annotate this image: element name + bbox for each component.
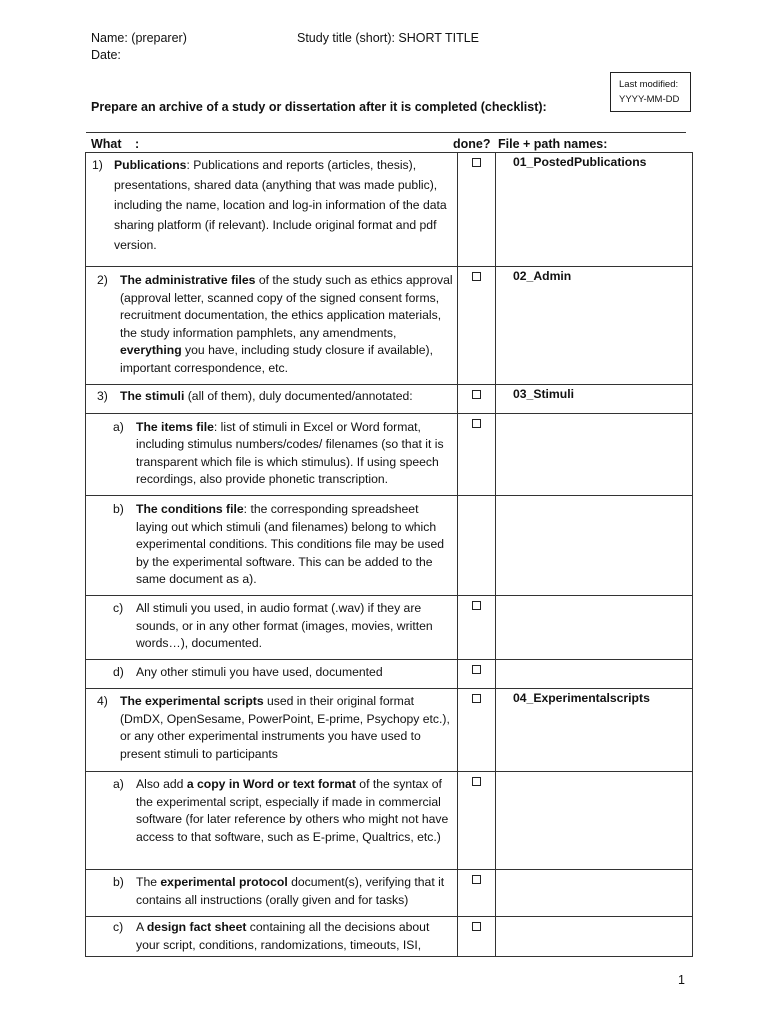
item-title: The experimental scripts [120, 693, 264, 708]
file-path-name: 02_Admin [513, 269, 572, 283]
checklist-table [85, 152, 693, 957]
done-checkbox[interactable] [472, 158, 481, 167]
column-done: done? [453, 137, 491, 151]
item-text: of the syntax of the experimental script, especially if made in commercial software (for later reference by others who might not have access to that software, such as E-prime, Qualtrics, etc.) [136, 776, 449, 844]
item-text-lead: A [136, 919, 147, 934]
table-row [86, 595, 693, 659]
table-row [86, 688, 693, 771]
item-text: used in their original format (DmDX, OpenSesame, PowerPoint, E-prime, Psychopy etc.), or any other experimental instruments you have used to present stimuli to participants [120, 693, 450, 761]
item-number: c) [113, 919, 124, 934]
done-checkbox[interactable] [472, 777, 481, 786]
item-text: : Publications and reports (articles, thesis), presentations, shared data (anything that was made public), including the name, location and log-in information of the data sharing platform (if relevant). Include original format and pdf version. [114, 158, 447, 252]
item-number: c) [113, 600, 124, 615]
item-text: All stimuli you used, in audio format (.wav) if they are sounds, or in any other format (images, movies, written words…), documented. [136, 600, 433, 651]
done-checkbox[interactable] [472, 272, 481, 281]
done-checkbox[interactable] [472, 694, 481, 703]
list-item [86, 660, 457, 688]
checklist-heading: Prepare an archive of a study or dissertation after it is completed (checklist): [91, 100, 547, 114]
item-text: of the study such as ethics approval (approval letter, scanned copy of the signed consent forms, recruitment documentation, the ethics application materials, the study information pamphlets, any amendments, [120, 273, 453, 340]
last-modified-box [610, 72, 691, 112]
item-number: a) [113, 776, 124, 791]
item-text-continued: you have, including study closure if available), important correspondence, etc. [120, 343, 433, 375]
table-row [86, 413, 693, 495]
file-path-name: 04_Experimentalscripts [513, 690, 650, 705]
item-number: 3) [97, 388, 108, 403]
item-text-lead: The [136, 874, 161, 889]
item-title: design fact sheet [146, 919, 247, 934]
list-item [86, 414, 457, 495]
item-number: b) [113, 501, 124, 516]
header-rule [86, 132, 686, 133]
file-path-name: 03_Stimuli [513, 386, 574, 401]
done-checkbox[interactable] [472, 922, 481, 931]
item-text: containing all the decisions about your script, conditions, randomizations, timeouts, ISI, [136, 919, 430, 952]
column-file-paths: File + path names: [498, 137, 608, 151]
item-title: The items file [136, 419, 214, 434]
item-title: The conditions file [136, 501, 244, 516]
item-number: a) [113, 419, 124, 434]
table-row [86, 267, 693, 385]
preparer-name: Name: (preparer) [91, 31, 187, 45]
done-checkbox[interactable] [472, 419, 481, 428]
item-number: 4) [97, 693, 108, 708]
item-text-lead: Also add [136, 776, 187, 791]
item-title: The administrative files [120, 273, 256, 287]
last-modified-label: Last modified: [619, 79, 679, 90]
last-modified-value: YYYY-MM-DD [619, 94, 680, 105]
item-emphasis: everything [120, 343, 182, 358]
item-text: document(s), verifying that it contains all instructions (orally given and for tasks) [136, 874, 445, 907]
list-item [86, 870, 457, 915]
table-row [86, 771, 693, 869]
item-text: (all of them), duly documented/annotated: [184, 388, 413, 403]
item-number: 1) [92, 158, 103, 172]
item-number: 2) [97, 273, 108, 287]
done-checkbox[interactable] [472, 390, 481, 399]
item-text: Any other stimuli you have used, documented [136, 664, 383, 679]
table-row [86, 916, 693, 956]
table-row [86, 869, 693, 916]
table-row [86, 153, 693, 267]
item-text: : the corresponding spreadsheet laying out which stimuli (and filenames) belong to which experimental conditions. This conditions file may be used by the experimental software. This can be added to the same document as a). [136, 501, 445, 587]
list-item [86, 689, 457, 769]
list-item [86, 596, 457, 659]
file-path-name: 01_PostedPublications [513, 155, 647, 169]
item-title: a copy in Word or text format [186, 776, 356, 791]
item-number: d) [113, 664, 124, 679]
item-title: experimental protocol [160, 874, 288, 889]
list-item [86, 267, 457, 384]
page-number: 1 [678, 973, 685, 987]
table-row [86, 495, 693, 595]
item-number: b) [113, 874, 124, 889]
item-title: Publications [114, 158, 187, 172]
table-row [86, 659, 693, 688]
column-what: What [91, 137, 122, 151]
table-row [86, 384, 693, 413]
date-label: Date: [91, 48, 121, 62]
done-checkbox[interactable] [472, 665, 481, 674]
done-checkbox[interactable] [472, 601, 481, 610]
list-item [86, 385, 457, 412]
list-item [86, 917, 457, 954]
study-title: Study title (short): SHORT TITLE [297, 31, 480, 45]
item-text: : list of stimuli in Excel or Word format, including stimulus numbers/codes/ filenames (so that it is transparent which file is which stimulus). If using speech recordings, also provide phonetic transcription. [136, 419, 444, 487]
column-colon: : [135, 137, 140, 151]
list-item [86, 153, 457, 261]
list-item [86, 496, 457, 595]
list-item [86, 772, 457, 852]
done-checkbox[interactable] [472, 875, 481, 884]
item-title: The stimuli [120, 388, 185, 403]
